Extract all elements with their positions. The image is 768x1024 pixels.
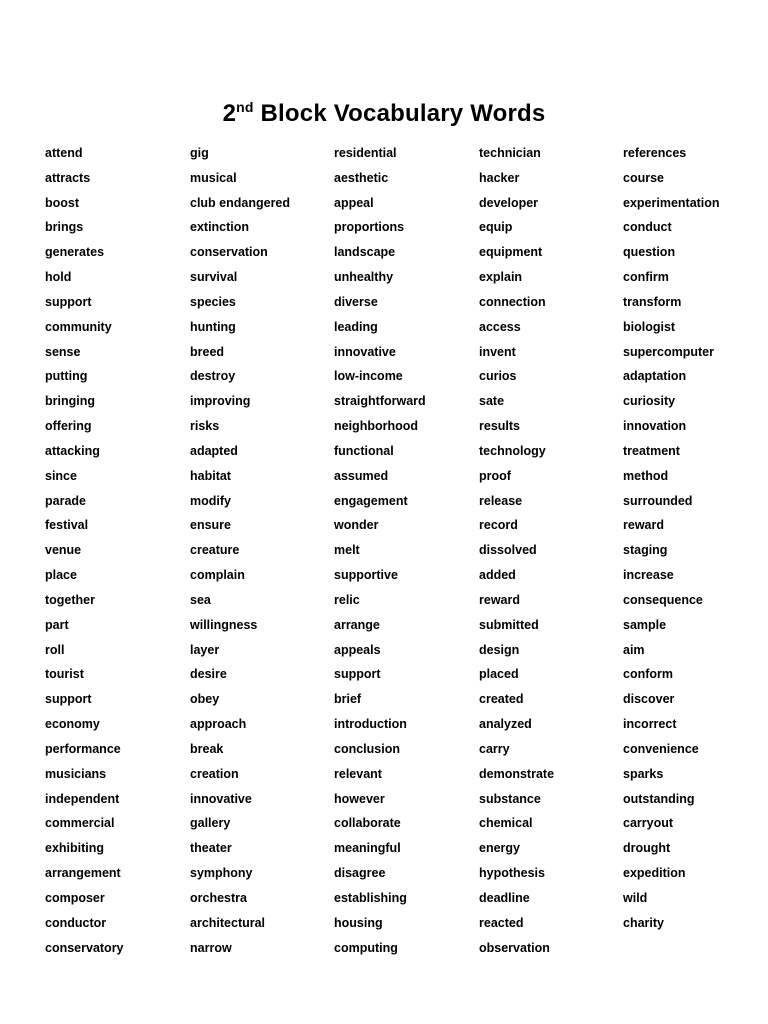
vocabulary-word: aesthetic [334, 170, 389, 185]
vocabulary-word: conductor [45, 915, 107, 930]
vocabulary-word: attacking [45, 443, 100, 458]
vocabulary-word: hold [45, 270, 72, 285]
vocabulary-word: wonder [334, 518, 379, 533]
vocabulary-word: architectural [190, 915, 266, 930]
vocabulary-word: boost [45, 195, 80, 210]
vocabulary-word: curiosity [623, 394, 676, 409]
vocabulary-word: improving [190, 394, 251, 409]
vocabulary-word: energy [479, 841, 520, 856]
vocabulary-word: independent [45, 791, 120, 806]
vocabulary-word: transform [623, 294, 682, 309]
vocabulary-word: willingness [190, 617, 258, 632]
vocabulary-word: submitted [479, 617, 539, 632]
vocabulary-word: dissolved [479, 543, 537, 558]
vocabulary-word: adapted [190, 443, 238, 458]
vocabulary-word: functional [334, 443, 394, 458]
vocabulary-word: appeals [334, 642, 381, 657]
vocabulary-word: innovative [190, 791, 252, 806]
vocabulary-word: species [190, 294, 236, 309]
vocabulary-word: exhibiting [45, 841, 105, 856]
vocabulary-word: orchestra [190, 890, 247, 905]
vocabulary-word: layer [190, 642, 220, 657]
vocabulary-word: however [334, 791, 385, 806]
vocabulary-word: approach [190, 717, 247, 732]
vocabulary-word: theater [190, 841, 232, 856]
vocabulary-word: offering [45, 419, 92, 434]
vocabulary-word: hacker [479, 170, 520, 185]
vocabulary-word: performance [45, 741, 121, 756]
vocabulary-word: bringing [45, 394, 95, 409]
vocabulary-word: sparks [623, 766, 664, 781]
vocabulary-word: brief [334, 692, 362, 707]
vocabulary-word: computing [334, 940, 398, 955]
vocabulary-word: expedition [623, 866, 686, 881]
vocabulary-word: created [479, 692, 524, 707]
vocabulary-word: conduct [623, 220, 672, 235]
vocabulary-word: support [45, 692, 92, 707]
vocabulary-word: developer [479, 195, 539, 210]
vocabulary-word: experimentation [623, 195, 720, 210]
vocabulary-word: results [479, 419, 520, 434]
vocabulary-column-2 [190, 141, 290, 960]
vocabulary-word: part [45, 617, 69, 632]
vocabulary-word: carry [479, 741, 510, 756]
vocabulary-word: placed [479, 667, 519, 682]
vocabulary-word: conclusion [334, 741, 400, 756]
vocabulary-word: generates [45, 245, 105, 260]
vocabulary-word: musical [190, 170, 237, 185]
vocabulary-word: festival [45, 518, 89, 533]
vocabulary-word: sample [623, 617, 667, 632]
vocabulary-word: technology [479, 443, 546, 458]
vocabulary-word: introduction [334, 717, 407, 732]
vocabulary-word: demonstrate [479, 766, 555, 781]
vocabulary-word: added [479, 568, 516, 583]
vocabulary-word: musicians [45, 766, 107, 781]
vocabulary-word: wild [623, 890, 648, 905]
vocabulary-word: hunting [190, 319, 236, 334]
vocabulary-word: confirm [623, 270, 669, 285]
vocabulary-word: substance [479, 791, 541, 806]
vocabulary-word: straightforward [334, 394, 426, 409]
vocabulary-word: together [45, 592, 95, 607]
vocabulary-word: venue [45, 543, 82, 558]
vocabulary-word: proportions [334, 220, 405, 235]
vocabulary-word: incorrect [623, 717, 677, 732]
title-rest: Block Vocabulary Words [253, 100, 546, 127]
vocabulary-word: economy [45, 717, 100, 732]
vocabulary-word: putting [45, 369, 88, 384]
vocabulary-word: tourist [45, 667, 84, 682]
vocabulary-word: housing [334, 915, 383, 930]
vocabulary-word: supportive [334, 568, 398, 583]
vocabulary-word: habitat [190, 468, 231, 483]
vocabulary-word: equipment [479, 245, 543, 260]
vocabulary-word: consequence [623, 592, 703, 607]
vocabulary-word: hypothesis [479, 866, 545, 881]
vocabulary-word: method [623, 468, 669, 483]
vocabulary-word: conservatory [45, 940, 124, 955]
vocabulary-word: ensure [190, 518, 231, 533]
vocabulary-word: melt [334, 543, 360, 558]
vocabulary-word: sate [479, 394, 505, 409]
vocabulary-word: attracts [45, 170, 91, 185]
vocabulary-word: equip [479, 220, 513, 235]
vocabulary-word: chemical [479, 816, 533, 831]
vocabulary-word: increase [623, 568, 674, 583]
vocabulary-word: attend [45, 146, 83, 160]
vocabulary-word: assumed [334, 468, 389, 483]
vocabulary-word: biologist [623, 319, 676, 334]
vocabulary-word: collaborate [334, 816, 401, 831]
vocabulary-column-4 [479, 141, 554, 960]
vocabulary-word: leading [334, 319, 378, 334]
vocabulary-word: relic [334, 592, 360, 607]
vocabulary-word: brings [45, 220, 84, 235]
vocabulary-word: unhealthy [334, 270, 394, 285]
vocabulary-word: neighborhood [334, 419, 419, 434]
vocabulary-word: carryout [623, 816, 674, 831]
vocabulary-word: course [623, 170, 664, 185]
vocabulary-word: record [479, 518, 518, 533]
vocabulary-word: arrange [334, 617, 380, 632]
vocabulary-word: symphony [190, 866, 253, 881]
vocabulary-word: convenience [623, 741, 699, 756]
vocabulary-word: club endangered [190, 195, 291, 210]
vocabulary-column-5 [623, 141, 720, 936]
vocabulary-word: relevant [334, 766, 382, 781]
vocabulary-word: sea [190, 592, 211, 607]
vocabulary-word: desire [190, 667, 227, 682]
vocabulary-word: support [334, 667, 381, 682]
vocabulary-word: appeal [334, 195, 374, 210]
vocabulary-word: design [479, 642, 520, 657]
vocabulary-word: innovative [334, 344, 396, 359]
vocabulary-word: narrow [190, 940, 232, 955]
vocabulary-word: community [45, 319, 112, 334]
vocabulary-word: gig [190, 146, 209, 160]
title-prefix: 2 [222, 100, 237, 127]
vocabulary-word: destroy [190, 369, 236, 384]
vocabulary-word: breed [190, 344, 225, 359]
vocabulary-word: extinction [190, 220, 250, 235]
vocabulary-column-3 [334, 141, 426, 960]
page-title [0, 100, 768, 128]
vocabulary-word: sense [45, 344, 81, 359]
vocabulary-word: treatment [623, 443, 680, 458]
vocabulary-word: outstanding [623, 791, 695, 806]
vocabulary-word: charity [623, 915, 664, 930]
vocabulary-word: adaptation [623, 369, 687, 384]
vocabulary-word: technician [479, 146, 541, 160]
vocabulary-word: break [190, 741, 224, 756]
vocabulary-word: innovation [623, 419, 687, 434]
vocabulary-word: since [45, 468, 77, 483]
vocabulary-word: aim [623, 642, 645, 657]
vocabulary-word: diverse [334, 294, 378, 309]
vocabulary-word: discover [623, 692, 675, 707]
vocabulary-word: residential [334, 146, 397, 160]
title-superscript: nd [236, 99, 254, 115]
vocabulary-word: arrangement [45, 866, 121, 881]
vocabulary-word: gallery [190, 816, 231, 831]
vocabulary-word: complain [190, 568, 245, 583]
vocabulary-word: establishing [334, 890, 407, 905]
vocabulary-word: conservation [190, 245, 268, 260]
vocabulary-word: reward [623, 518, 664, 533]
vocabulary-word: release [479, 493, 523, 508]
vocabulary-word: question [623, 245, 676, 260]
vocabulary-word: deadline [479, 890, 530, 905]
vocabulary-word: creation [190, 766, 239, 781]
vocabulary-word: access [479, 319, 521, 334]
vocabulary-word: analyzed [479, 717, 532, 732]
vocabulary-word: supercomputer [623, 344, 714, 359]
vocabulary-word: curios [479, 369, 517, 384]
vocabulary-word: parade [45, 493, 86, 508]
vocabulary-word: composer [45, 890, 105, 905]
vocabulary-word: low-income [334, 369, 403, 384]
vocabulary-word: references [623, 146, 687, 160]
vocabulary-word: connection [479, 294, 546, 309]
vocabulary-word: conform [623, 667, 673, 682]
vocabulary-word: meaningful [334, 841, 401, 856]
vocabulary-column-1 [45, 141, 124, 960]
vocabulary-word: roll [45, 642, 65, 657]
vocabulary-word: survival [190, 270, 238, 285]
vocabulary-word: reward [479, 592, 520, 607]
vocabulary-word: engagement [334, 493, 408, 508]
vocabulary-word: proof [479, 468, 511, 483]
vocabulary-word: modify [190, 493, 231, 508]
vocabulary-word: place [45, 568, 77, 583]
vocabulary-word: disagree [334, 866, 386, 881]
vocabulary-word: explain [479, 270, 523, 285]
vocabulary-word: commercial [45, 816, 115, 831]
vocabulary-word: reacted [479, 915, 524, 930]
vocabulary-word: landscape [334, 245, 396, 260]
vocabulary-word: risks [190, 419, 220, 434]
vocabulary-word: creature [190, 543, 240, 558]
vocabulary-word: surrounded [623, 493, 693, 508]
vocabulary-word: observation [479, 940, 550, 955]
vocabulary-word: support [45, 294, 92, 309]
vocabulary-word: drought [623, 841, 671, 856]
vocabulary-word: invent [479, 344, 516, 359]
vocabulary-word: staging [623, 543, 668, 558]
vocabulary-word: obey [190, 692, 220, 707]
